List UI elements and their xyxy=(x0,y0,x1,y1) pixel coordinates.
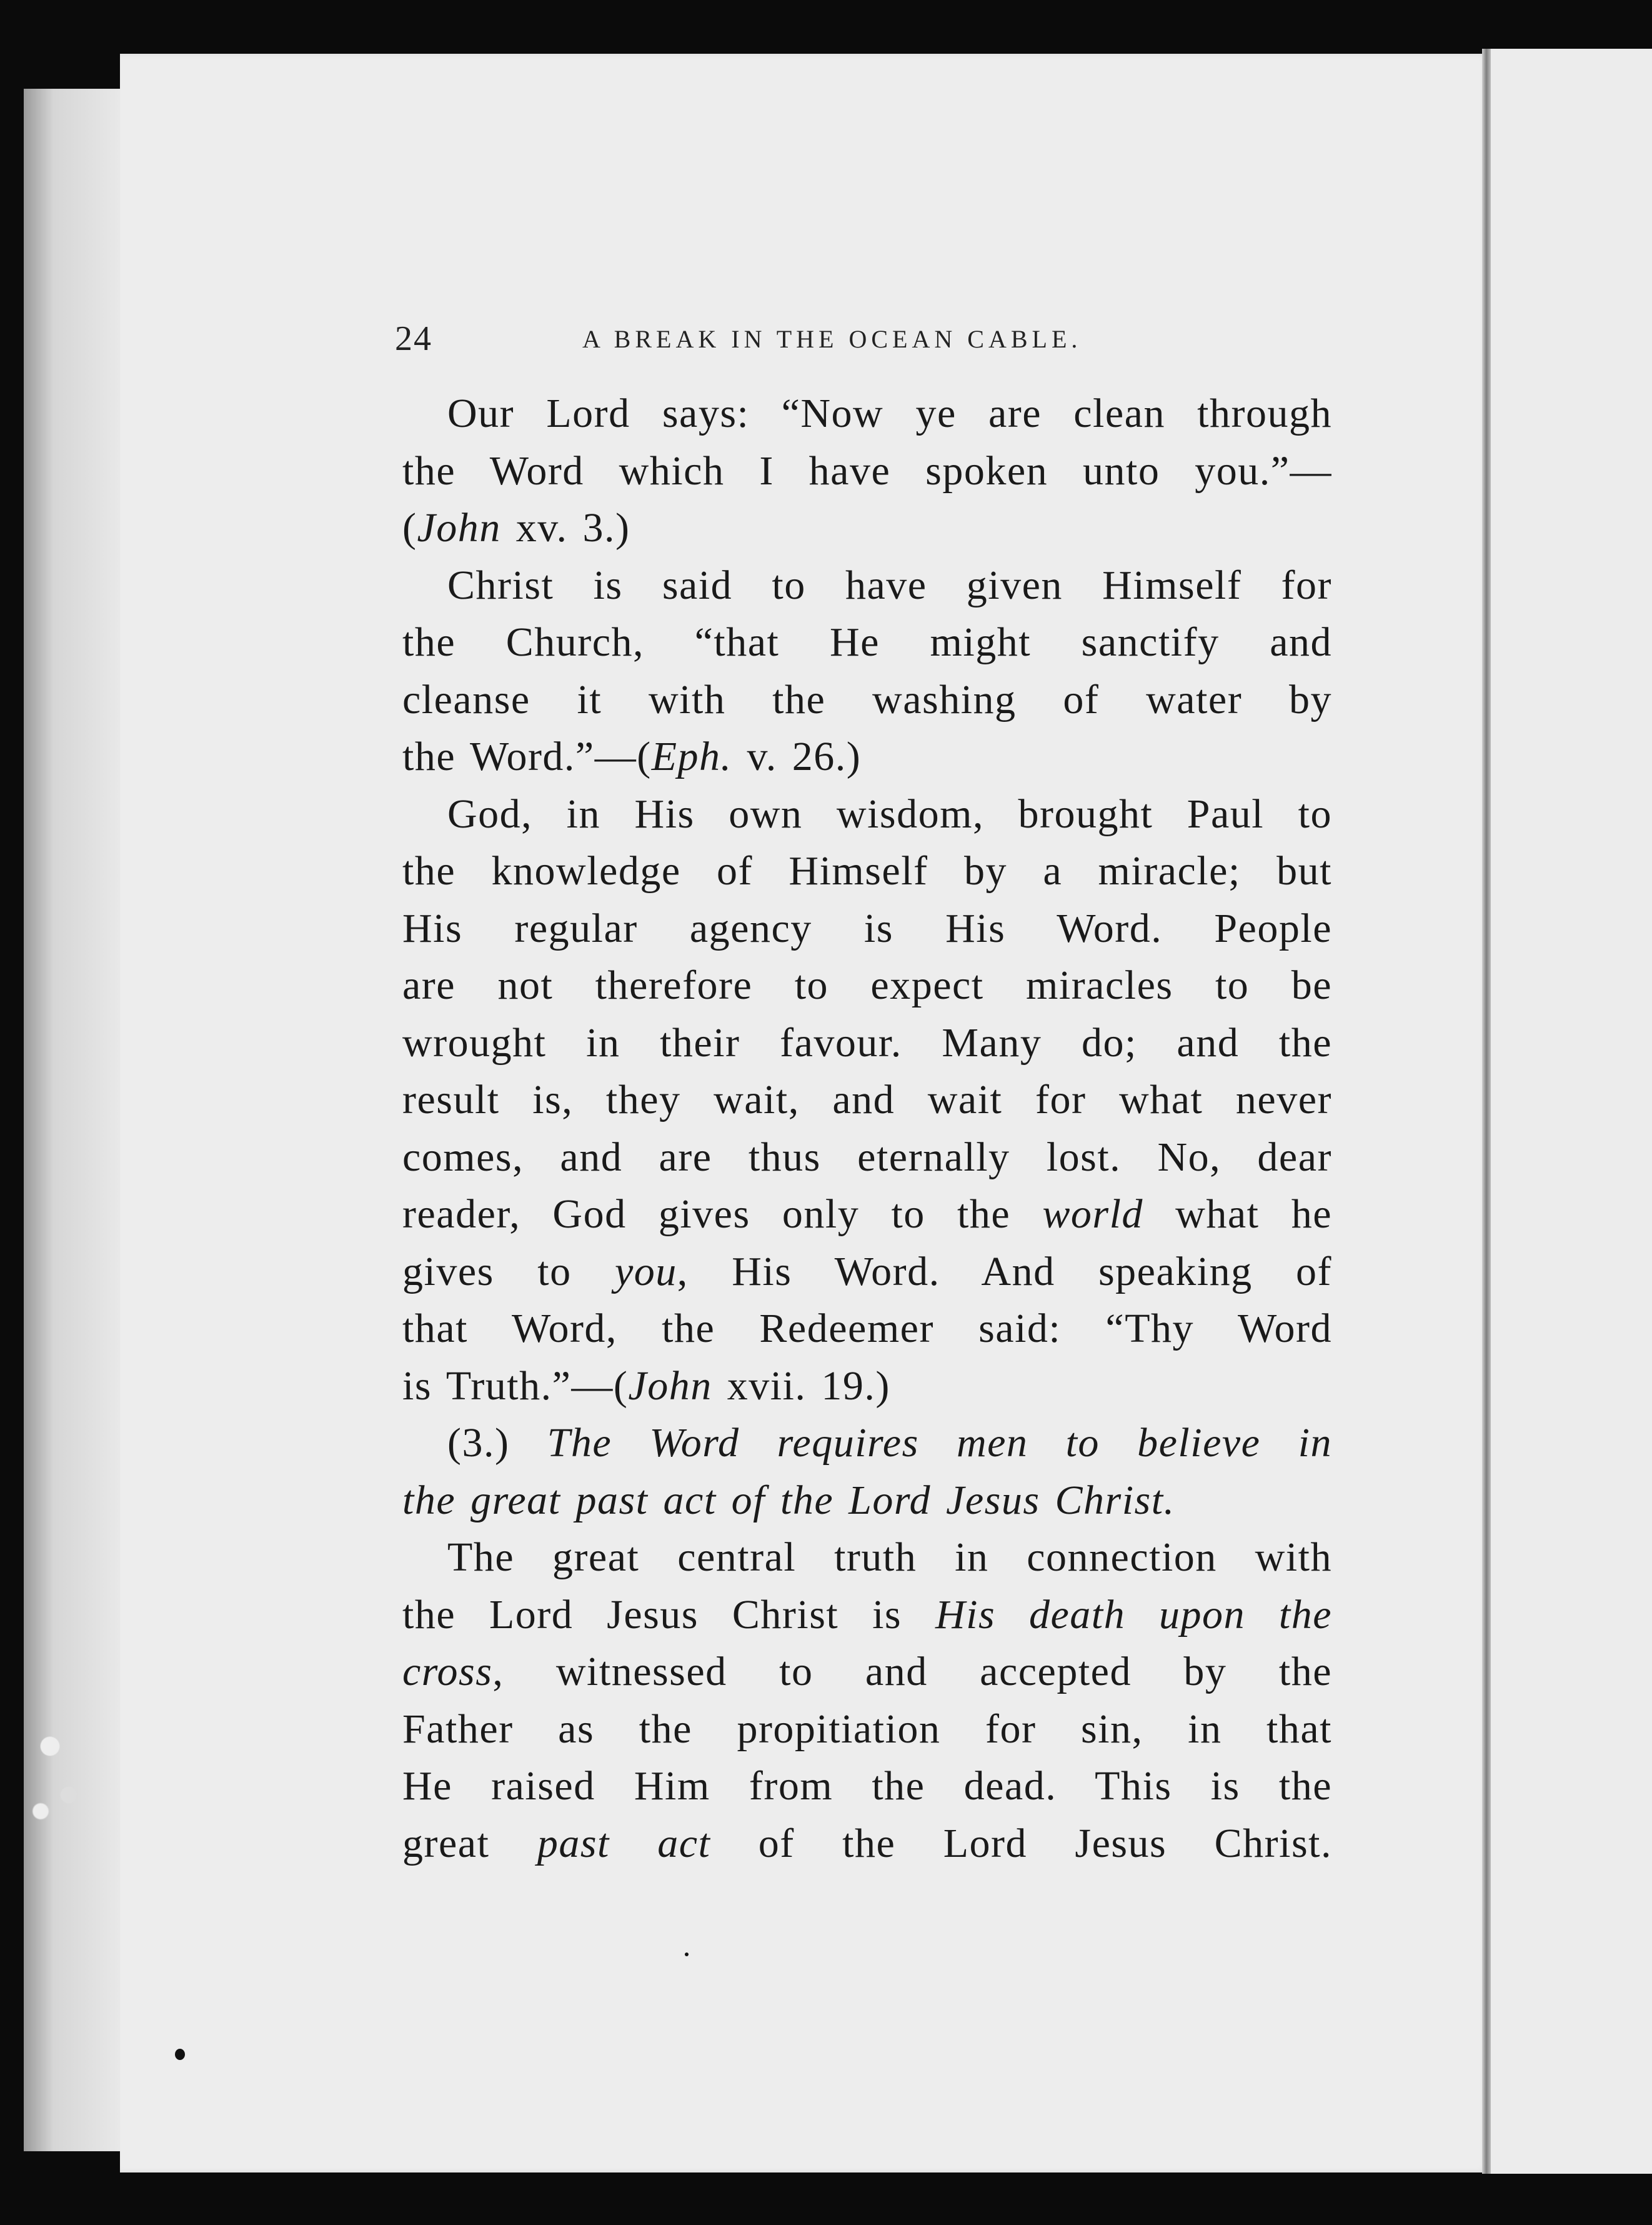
text-run: wrought in their favour. Many do; and the xyxy=(402,1019,1332,1066)
italic-text-run: John xyxy=(417,505,501,551)
text-line xyxy=(402,1529,1332,1586)
text-line xyxy=(402,499,1332,557)
italic-text-run: The Word requires men to believe in xyxy=(547,1420,1332,1466)
text-line xyxy=(402,1701,1332,1758)
text-run: great xyxy=(402,1820,537,1866)
text-run: are not therefore to expect miracles to be xyxy=(402,962,1332,1008)
ink-speck xyxy=(175,2049,185,2060)
text-run: The great central truth in connection with xyxy=(447,1534,1332,1580)
text-run: xvii. 19.) xyxy=(712,1362,890,1409)
text-run: (3.) xyxy=(447,1420,547,1466)
text-line xyxy=(402,557,1332,614)
text-line xyxy=(402,614,1332,671)
text-line xyxy=(402,1186,1332,1243)
text-run: the knowledge of Himself by a miracle; but xyxy=(402,848,1332,894)
text-line xyxy=(402,957,1332,1014)
text-run: the Word which I have spoken unto you.”— xyxy=(402,448,1332,494)
text-line xyxy=(402,1071,1332,1129)
text-run: the Word.”—( xyxy=(402,734,652,779)
text-line xyxy=(402,385,1332,442)
text-run: His regular agency is His Word. People xyxy=(402,905,1332,951)
text-line xyxy=(402,1243,1332,1301)
text-run: Our Lord says: “Now ye are clean through xyxy=(447,391,1332,436)
text-line xyxy=(402,671,1332,729)
scan-blemish xyxy=(12,1681,106,1844)
text-run: result is, they wait, and wait for what never xyxy=(402,1077,1332,1122)
text-run: ( xyxy=(402,505,417,551)
text-line xyxy=(402,1586,1332,1644)
text-run: reader, God gives only to the xyxy=(402,1191,1043,1237)
italic-text-run: world xyxy=(1042,1191,1143,1237)
text-run: cleanse it with the washing of water by xyxy=(402,676,1332,722)
text-run: of the Lord Jesus Christ. xyxy=(710,1820,1333,1866)
text-run: Christ is said to have given Himself for xyxy=(447,562,1332,608)
text-run: God, in His own wisdom, brought Paul to xyxy=(447,791,1332,837)
page-number: 24 xyxy=(395,319,432,358)
text-run: is Truth.”—( xyxy=(402,1362,629,1409)
italic-text-run: John xyxy=(628,1362,712,1409)
text-line xyxy=(402,1014,1332,1072)
text-run: what he xyxy=(1143,1191,1332,1237)
text-line xyxy=(402,1643,1332,1701)
book-gutter xyxy=(1482,49,1491,2174)
text-run: comes, and are thus eternally lost. No, dear xyxy=(402,1134,1332,1180)
facing-page-edge xyxy=(1491,49,1652,2174)
text-run: , His Word. And speaking of xyxy=(677,1248,1332,1294)
text-run: He raised Him from the dead. This is the xyxy=(402,1763,1332,1809)
text-run: v. 26.) xyxy=(732,734,862,779)
text-line xyxy=(402,842,1332,900)
text-run: gives to xyxy=(402,1248,615,1294)
text-line xyxy=(402,1758,1332,1815)
text-line xyxy=(402,1815,1332,1872)
text-run: the Church, “that He might sanctify and xyxy=(402,619,1332,665)
running-head xyxy=(395,315,1345,362)
text-line xyxy=(402,900,1332,958)
italic-text-run: past act xyxy=(537,1820,711,1866)
text-line xyxy=(402,786,1332,843)
italic-text-run: His death upon the xyxy=(935,1591,1332,1638)
italic-text-run: you xyxy=(615,1248,677,1294)
text-line xyxy=(402,1472,1332,1529)
text-run: xv. 3.) xyxy=(500,505,630,551)
ink-speck xyxy=(685,1952,689,1956)
body-text xyxy=(402,385,1332,1872)
running-title: A BREAK IN THE OCEAN CABLE. xyxy=(582,324,1082,353)
text-run: the Lord Jesus Christ is xyxy=(402,1591,935,1638)
text-line xyxy=(402,1414,1332,1472)
text-line xyxy=(402,1129,1332,1186)
italic-text-run: the great past act of the Lord Jesus Christ. xyxy=(402,1477,1175,1523)
text-line xyxy=(402,442,1332,500)
italic-text-run: Eph. xyxy=(651,734,732,779)
text-line xyxy=(402,1358,1332,1415)
text-line xyxy=(402,728,1332,786)
text-run: , witnessed to and accepted by the xyxy=(492,1649,1332,1694)
text-run: that Word, the Redeemer said: “Thy Word xyxy=(402,1306,1332,1351)
text-line xyxy=(402,1300,1332,1358)
italic-text-run: cross xyxy=(402,1649,493,1694)
text-run: Father as the propitiation for sin, in that xyxy=(402,1706,1332,1752)
